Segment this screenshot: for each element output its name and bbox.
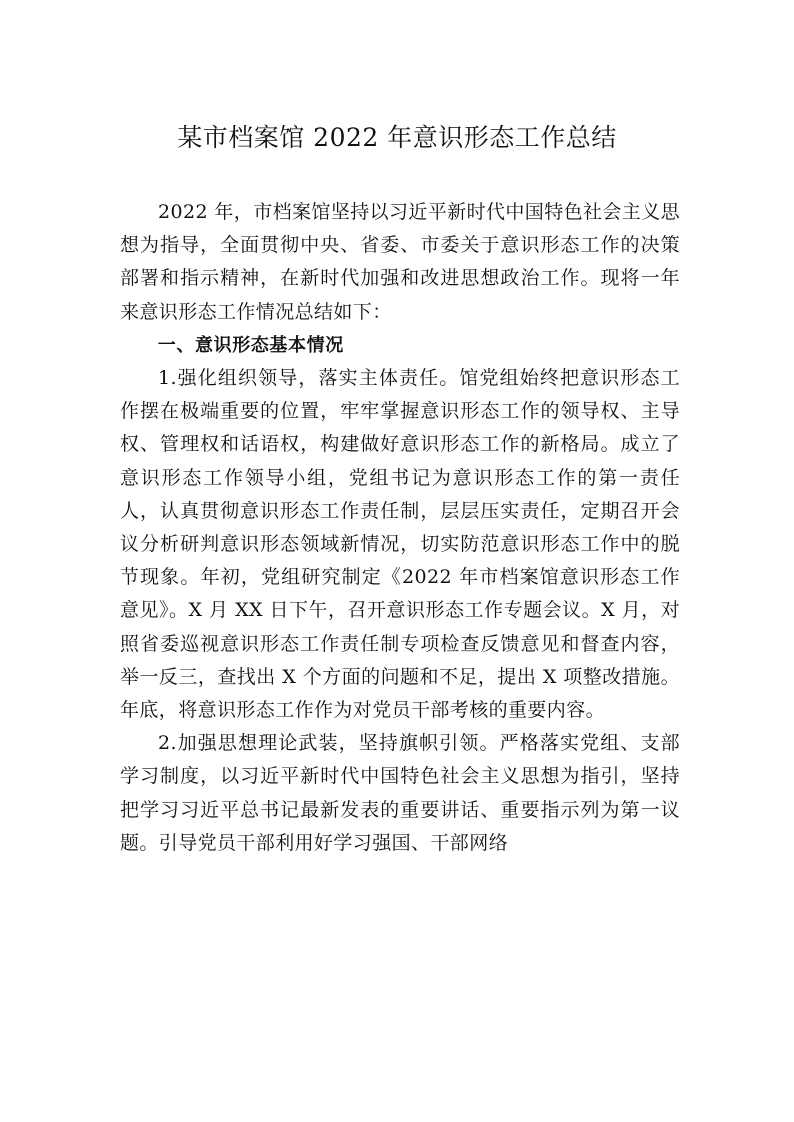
paragraph-item-2: 2.加强思想理论武装，坚持旗帜引领。严格落实党组、支部学习制度，以习近平新时代中国特色社会主义思想为指引，坚持把学习习近平总书记最新发表的重要讲话、重要指示列为第一议题。引导党员干部利用好学习强国、干部网络 <box>120 732 680 854</box>
section-heading: 一、意识形态基本情况 <box>157 334 344 356</box>
document-body <box>120 196 680 860</box>
paragraph-item-1: 1.强化组织领导，落实主体责任。馆党组始终把意识形态工作摆在极端重要的位置，牢牢掌握意识形态工作的领导权、主导权、管理权和话语权，构建做好意识形态工作的新格局。成立了意识形态工作领导小组，党组书记为意识形态工作的第一责任人，认真贯彻意识形态工作责任制，层层压实责任，定期召开会议分析研判意识形态领域新情况，切实防范意识形态工作中的脱节现象。年初，党组研究制定《2022 年市档案馆意识形态工作意见》。X 月 XX 日下午，召开意识形态工作专题会议。X 月，对照省委巡视意识形态工作责任制专项检查反馈意见和督查内容，举一反三，查找出 X 个方面的问题和不足，提出 X 项整改措施。年底，将意识形态工作作为对党员干部考核的重要内容。 <box>120 367 680 722</box>
intro-paragraph: 2022 年，市档案馆坚持以习近平新时代中国特色社会主义思想为指导，全面贯彻中央、省委、市委关于意识形态工作的决策部署和指示精神，在新时代加强和改进思想政治工作。现将一年来意识形态工作情况总结如下： <box>120 201 680 323</box>
document-title: 某市档案馆 2022 年意识形态工作总结 <box>177 123 617 152</box>
